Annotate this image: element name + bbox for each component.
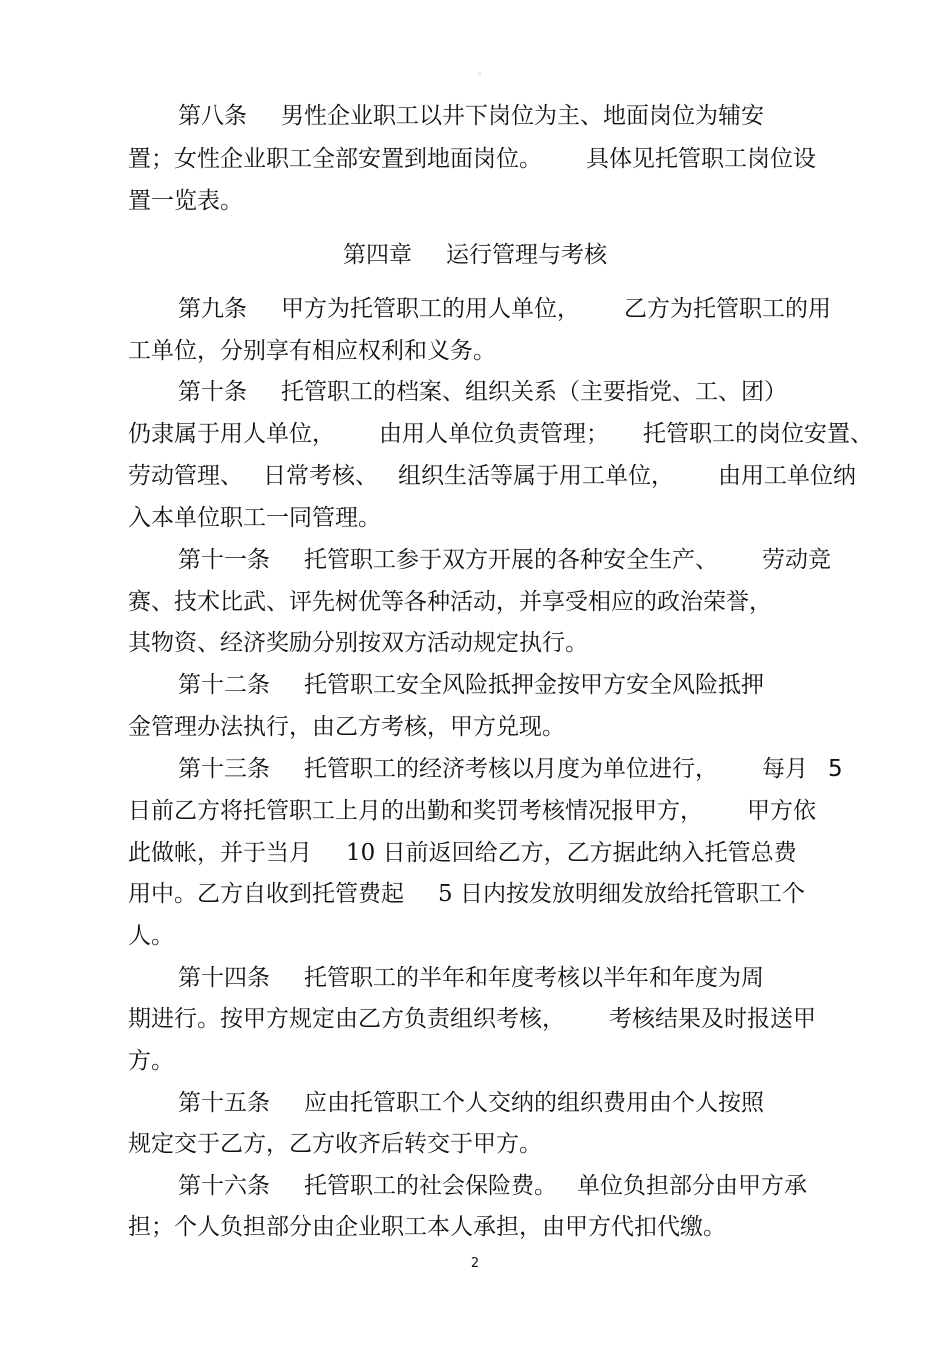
art14-line-3: 方。 [128, 1048, 174, 1074]
chapter-title: 运行管理与考核 [446, 242, 607, 268]
art13-line-5: 人。 [128, 923, 174, 949]
art13-line-3: 此做帐，并于当月 10 日前返回给乙方，乙方据此纳入托管总费 [128, 840, 797, 866]
art14-line-1: 第十四条 托管职工的半年和年度考核以半年和年度为周 [178, 965, 764, 991]
art15-line-2: 规定交于乙方，乙方收齐后转交于甲方。 [128, 1131, 542, 1157]
chapter-heading [0, 240, 950, 270]
art16-label: 第十六条 [178, 1173, 270, 1199]
art8-label: 第八条 [178, 103, 247, 129]
art12-line-1: 第十二条 托管职工安全风险抵押金按甲方安全风险抵押 [178, 672, 764, 698]
art16-line-1: 第十六条 托管职工的社会保险费。 单位负担部分由甲方承 [178, 1173, 807, 1199]
page-number: 2 [470, 1256, 480, 1271]
art13-line-1: 第十三条 托管职工的经济考核以月度为单位进行， 每月 5 [178, 756, 843, 782]
art10-label: 第十条 [178, 379, 247, 405]
art14-line-2: 期进行。按甲方规定由乙方负责组织考核， 考核结果及时报送甲 [128, 1006, 816, 1032]
art8-line-1: 第八条 男性企业职工以井下岗位为主、地面岗位为辅安 [178, 103, 764, 129]
art14-label: 第十四条 [178, 965, 270, 991]
art11-label: 第十一条 [178, 547, 270, 573]
art10-line-2: 仍隶属于用人单位， 由用人单位负责管理； 托管职工的岗位安置、 [128, 421, 873, 447]
art8-line-3: 置一览表。 [128, 188, 243, 214]
art10-line-3: 劳动管理、 日常考核、 组织生活等属于用工单位， 由用工单位纳 [128, 463, 856, 489]
header-mark: 。 [478, 67, 486, 76]
art12-line-2: 金管理办法执行，由乙方考核，甲方兑现。 [128, 714, 565, 740]
art13-label: 第十三条 [178, 756, 270, 782]
art12-label: 第十二条 [178, 672, 270, 698]
chapter-number: 第四章 [343, 242, 412, 268]
art10-line-4: 入本单位职工一同管理。 [128, 505, 381, 531]
art9-line-1: 第九条 甲方为托管职工的用人单位， 乙方为托管职工的用 [178, 296, 831, 322]
art13-line-4: 用中。乙方自收到托管费起 5 日内按发放明细发放给托管职工个 [128, 881, 805, 907]
art11-line-3: 其物资、经济奖励分别按双方活动规定执行。 [128, 630, 588, 656]
art15-label: 第十五条 [178, 1090, 270, 1116]
art10-line-1: 第十条 托管职工的档案、组织关系（主要指党、工、团） [178, 379, 787, 405]
art11-line-1: 第十一条 托管职工参于双方开展的各种安全生产、 劳动竞 [178, 547, 831, 573]
art9-label: 第九条 [178, 296, 247, 322]
art13-line-2: 日前乙方将托管职工上月的出勤和奖罚考核情况报甲方， 甲方依 [128, 798, 816, 824]
art8-line-2: 置；女性企业职工全部安置到地面岗位。 具体见托管职工岗位设 [128, 146, 816, 172]
art11-line-2: 赛、技术比武、评先树优等各种活动，并享受相应的政治荣誉， [128, 589, 772, 615]
art16-line-2: 担；个人负担部分由企业职工本人承担，由甲方代扣代缴。 [128, 1214, 726, 1240]
art9-line-2: 工单位，分别享有相应权利和义务。 [128, 338, 496, 364]
art15-line-1: 第十五条 应由托管职工个人交纳的组织费用由个人按照 [178, 1090, 764, 1116]
